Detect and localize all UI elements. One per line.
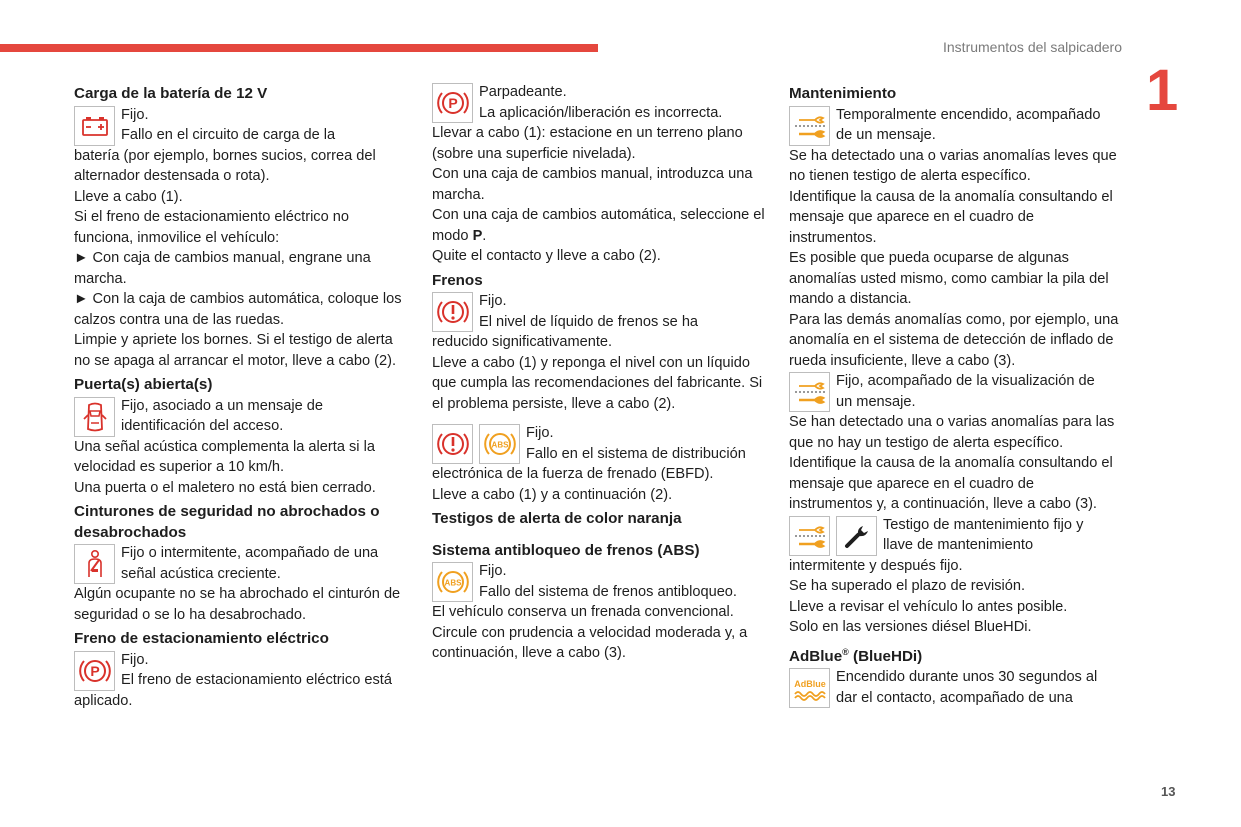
column-2 — [432, 82, 770, 664]
maintenance-line-2: de un mensaje. — [836, 127, 936, 143]
battery-line-1: Fijo. — [121, 106, 149, 123]
section-title-seatbelt: Cinturones de seguridad no abrochados o desabrochados — [74, 503, 380, 541]
maintenance-wrench-icon — [789, 516, 830, 556]
abs-icon — [432, 562, 473, 602]
abs-line-2: Fallo del sistema de frenos antibloqueo. — [479, 583, 737, 600]
maintenance-2-line-2: un mensaje. — [836, 393, 916, 410]
section-title-orange-warnings: Testigos de alerta de color naranja — [432, 510, 682, 527]
maintenance-para-3: Identifique la causa de la anomalía consultando el mensaje que aparece en el cuadro de instrumentos. — [789, 188, 1113, 246]
door-open-car-icon — [74, 397, 115, 437]
parking-brake-icon — [74, 651, 115, 691]
maintenance-3-para-4: Solo en las versiones diésel BlueHDi. — [789, 619, 1032, 635]
maintenance-3-line-2: llave de mantenimiento — [883, 537, 1034, 553]
section-title-brakes: Frenos — [432, 271, 483, 289]
section-title-epb: Freno de estacionamiento eléctrico — [74, 630, 329, 647]
maintenance-wrench-icon — [789, 372, 830, 412]
page-number: 13 — [1161, 784, 1176, 799]
battery-bullet-1: ► Con caja de cambios manual, engrane una marcha. — [74, 250, 371, 287]
section-title-maintenance: Mantenimiento — [789, 85, 897, 102]
svg-text:P: P — [89, 662, 100, 679]
maintenance-wrench-icon — [789, 106, 830, 146]
column-1 — [74, 82, 410, 711]
ebfd-line-2: Fallo en el sistema de distribución — [526, 445, 746, 462]
brake-warning-icon — [432, 424, 473, 464]
epb-line-1: Fijo. — [121, 651, 149, 668]
section-title-abs: Sistema antibloqueo de frenos (ABS) — [432, 541, 700, 559]
brakes-para-2: Lleve a cabo (1) y reponga el nivel con un líquido que cumpla las recomendaciones del fabricante. Si el problema persiste, lleve a cabo (2). — [432, 354, 763, 412]
abs-para-3: Circule con prudencia a velocidad moderada y, a continuación, lleve a cabo (3). — [432, 624, 748, 661]
brake-warning-icon — [432, 292, 473, 332]
svg-text:ABS: ABS — [444, 578, 461, 588]
maintenance-3-line-1: Testigo de mantenimiento fijo y — [883, 516, 1084, 533]
door-para-3: Una puerta o el maletero no está bien cerrado. — [74, 479, 376, 496]
epb-flash-para-4: Quite el contacto y lleve a cabo (2). — [432, 248, 661, 264]
wrench-icon — [836, 516, 877, 556]
maintenance-2-para-3: Identifique la causa de la anomalía consultando el mensaje que aparece en el cuadro de instrumentos y, a continuación, lleve a cabo (3). — [789, 455, 1113, 512]
svg-text:ABS: ABS — [491, 440, 508, 450]
ebfd-para-2: Lleve a cabo (1) y a continuación (2). — [432, 486, 673, 503]
brakes-line-3: reducido significativamente. — [432, 334, 613, 350]
epb-flash-para-3-end: . — [482, 227, 487, 244]
adblue-line-2: dar el contacto, acompañado de una — [836, 689, 1073, 706]
chapter-number: 1 — [1146, 58, 1179, 123]
maintenance-3-para-2: Se ha superado el plazo de revisión. — [789, 578, 1026, 594]
section-title-door: Puerta(s) abierta(s) — [74, 376, 213, 393]
door-line-2: identificación del acceso. — [121, 418, 284, 434]
ebfd-line-1: Fijo. — [526, 425, 554, 441]
registered-mark: ® — [842, 646, 849, 657]
battery-para-3: Si el freno de estacionamiento eléctrico no funciona, inmovilice el vehículo: — [74, 209, 350, 246]
seatbelt-icon — [74, 544, 115, 584]
adblue-icon-label: AdBlue — [793, 679, 826, 690]
section-title-battery: Carga de la batería de 12 V — [74, 85, 268, 102]
maintenance-2-para-2: Se han detectado una o varias anomalías para las que no hay un testigo de alerta específico. — [789, 414, 1115, 451]
adblue-title-text: AdBlue — [789, 647, 843, 665]
maintenance-line-1: Temporalmente encendido, acompañado — [836, 106, 1101, 123]
abs-line-1: Fijo. — [479, 563, 507, 579]
maintenance-2-line-1: Fijo, acompañado de la visualización de — [836, 373, 1095, 389]
gear-p-label: P — [472, 227, 483, 244]
epb-line-3: aplicado. — [74, 692, 133, 709]
battery-line-3: batería (por ejemplo, bornes sucios, correa del alternador destensada o rota). — [74, 147, 376, 184]
seatbelt-para-2: Algún ocupante no se ha abrochado el cinturón de seguridad o se lo ha desabrochado. — [74, 586, 401, 623]
brakes-line-2: El nivel de líquido de frenos se ha — [479, 313, 699, 330]
epb-line-2: El freno de estacionamiento eléctrico está — [121, 672, 392, 688]
door-line-1: Fijo, asociado a un mensaje de — [121, 397, 324, 414]
abs-para-2: El vehículo conserva un frenada convencional. — [432, 604, 734, 620]
adblue-line-1: Encendido durante unos 30 segundos al — [836, 669, 1098, 686]
maintenance-3-para-3: Lleve a revisar el vehículo lo antes posible. — [789, 598, 1068, 615]
battery-para-4: Limpie y apriete los bornes. Si el testigo de alerta no se apaga al arrancar el motor, lleve a cabo (2). — [74, 332, 397, 369]
battery-bullet-2: ► Con la caja de cambios automática, coloque los calzos contra una de las ruedas. — [74, 291, 402, 328]
adblue-icon — [789, 668, 830, 708]
brakes-line-1: Fijo. — [479, 293, 507, 309]
maintenance-3-line-3: intermitente y después fijo. — [789, 557, 963, 574]
epb-flash-line-2: La aplicación/liberación es incorrecta. — [479, 104, 723, 121]
maintenance-para-2: Se ha detectado una o varias anomalías leves que no tienen testigo de alerta específico. — [789, 147, 1117, 184]
door-para-2: Una señal acústica complementa la alerta si la velocidad es superior a 10 km/h. — [74, 438, 375, 475]
header-accent-bar — [0, 44, 598, 52]
seatbelt-line-1: Fijo o intermitente, acompañado de una — [121, 545, 379, 561]
parking-brake-icon — [432, 83, 473, 123]
battery-para-2: Lleve a cabo (1). — [74, 188, 183, 205]
section-title-adblue — [789, 642, 1121, 668]
epb-flash-para-1: Llevar a cabo (1): estacione en un terreno plano (sobre una superficie nivelada). — [432, 125, 743, 162]
epb-flash-para-3 — [432, 205, 770, 246]
epb-flash-para-3-text: Con una caja de cambios automática, seleccione el modo — [432, 207, 765, 244]
running-title: Instrumentos del salpicadero — [943, 39, 1122, 55]
maintenance-para-4: Es posible que pueda ocuparse de algunas anomalías usted mismo, como cambiar la pila del mando a distancia. — [789, 250, 1109, 307]
ebfd-line-3: electrónica de la fuerza de frenado (EBFD). — [432, 466, 714, 482]
abs-icon — [479, 424, 520, 464]
seatbelt-line-2: señal acústica creciente. — [121, 565, 281, 582]
epb-flash-para-2: Con una caja de cambios manual, introduzca una marcha. — [432, 166, 753, 203]
epb-flash-line-1: Parpadeante. — [479, 84, 567, 100]
maintenance-para-5: Para las demás anomalías como, por ejemplo, una anomalía en el sistema de detección de inflado de rueda insuficiente, lleve a cabo (3). — [789, 311, 1119, 369]
column-3 — [789, 82, 1121, 708]
battery-line-2: Fallo en el circuito de carga de la — [121, 127, 336, 143]
svg-text:P: P — [447, 95, 458, 111]
battery-icon — [74, 106, 115, 146]
adblue-title-suffix: (BlueHDi) — [848, 647, 923, 665]
